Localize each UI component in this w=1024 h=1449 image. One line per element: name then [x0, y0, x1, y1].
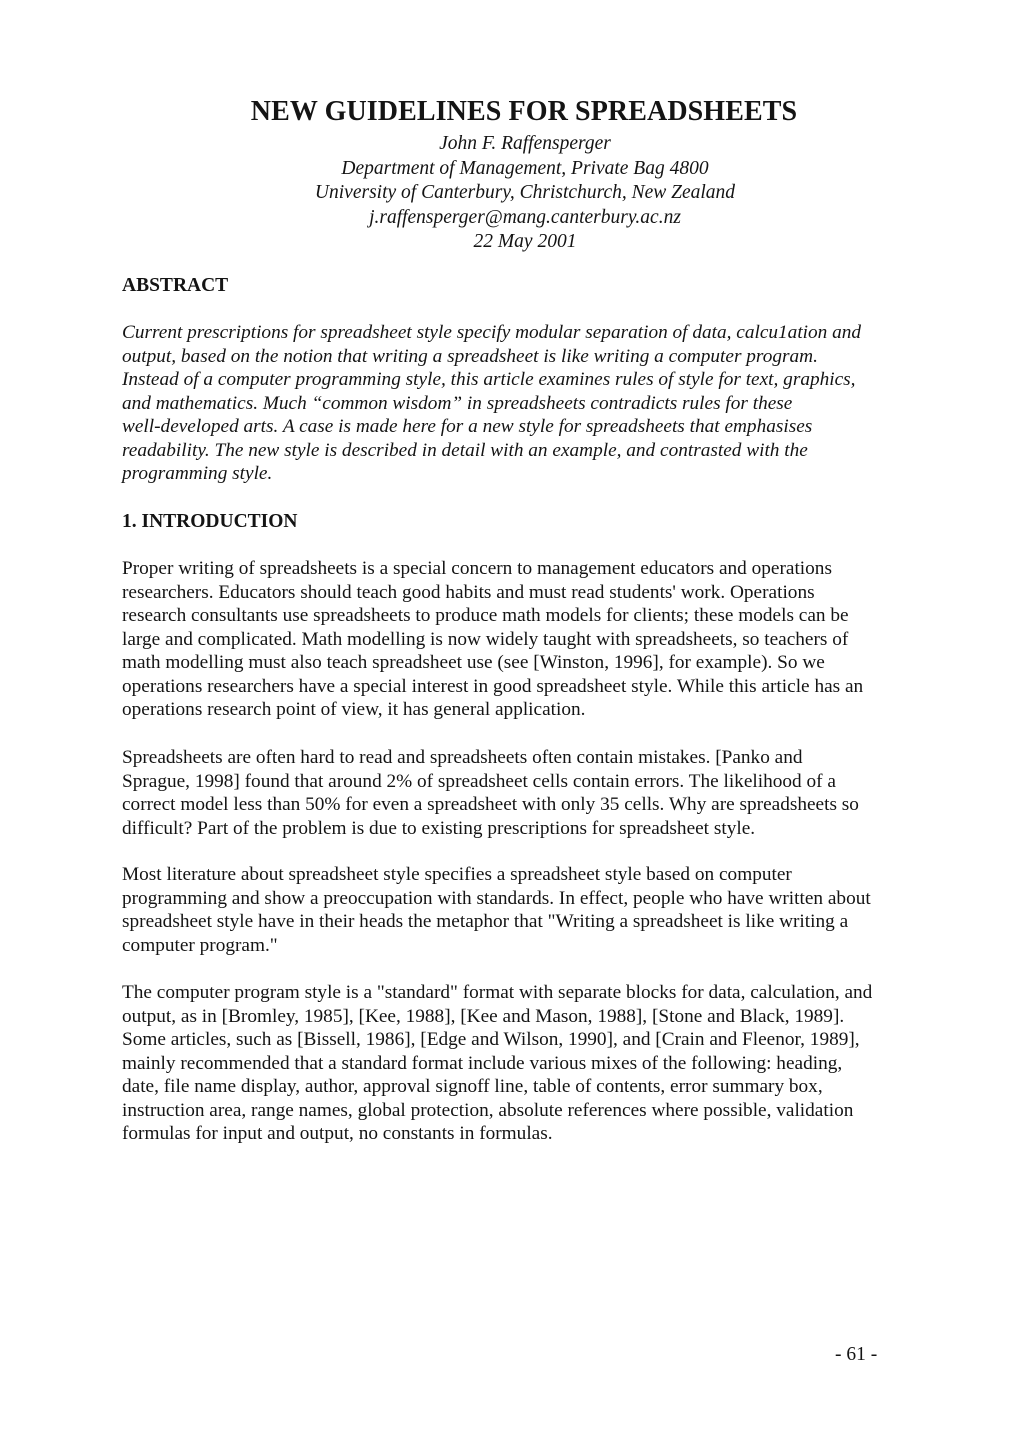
- paragraph-line: operations researchers have a special interest in good spreadsheet style. While this article has an: [122, 675, 864, 697]
- abstract-line: programming style.: [122, 463, 273, 484]
- paragraph-line: operations research point of view, it has general application.: [122, 699, 586, 720]
- paragraph-line: researchers. Educators should teach good habits and must read students' work. Operations: [122, 581, 815, 603]
- page-number: - 61 -: [835, 1344, 878, 1365]
- paragraph-line: Most literature about spreadsheet style specifies a spreadsheet style based on computer: [122, 864, 792, 885]
- paragraph-line: output, as in [Bromley, 1985], [Kee, 1988], [Kee and Mason, 1988], [Stone and Black, 1989].: [122, 1005, 845, 1027]
- author-department: Department of Management, Private Bag 4800: [341, 157, 709, 179]
- paragraph-line: large and complicated. Math modelling is now widely taught with spreadsheets, so teachers of: [122, 628, 849, 650]
- author-name: John F. Raffensperger: [439, 133, 611, 154]
- body-paragraph: [122, 557, 932, 722]
- paragraph-line: computer program.": [122, 934, 278, 956]
- introduction-heading: 1. INTRODUCTION: [122, 511, 298, 532]
- paragraph-line: Some articles, such as [Bissell, 1986], [Edge and Wilson, 1990], and [Crain and Fleenor, 1989],: [122, 1029, 860, 1050]
- paragraph-line: math modelling must also teach spreadsheet use (see [Winston, 1996], for example). So we: [122, 652, 825, 673]
- abstract-line: Instead of a computer programming style, this article examines rules of style for text, graphics,: [122, 369, 856, 390]
- abstract-line: Current prescriptions for spreadsheet style specify modular separation of data, calcu1ation and: [122, 322, 862, 343]
- body-paragraph: [122, 981, 932, 1146]
- paragraph-line: difficult? Part of the problem is due to existing prescriptions for spreadsheet style.: [122, 817, 756, 839]
- paragraph-line: date, file name display, author, approval signoff line, table of contents, error summary box,: [122, 1076, 823, 1097]
- abstract-line: and mathematics. Much “common wisdom” in spreadsheets contradicts rules for these: [122, 392, 793, 414]
- paragraph-line: mainly recommended that a standard format include various mixes of the following: heading,: [122, 1052, 843, 1074]
- paragraph-line: formulas for input and output, no constants in formulas.: [122, 1123, 553, 1144]
- publication-date: 22 May 2001: [473, 231, 577, 252]
- author-university: University of Canterbury, Christchurch, New Zealand: [314, 182, 736, 203]
- paragraph-line: Spreadsheets are often hard to read and spreadsheets often contain mistakes. [Panko and: [122, 747, 803, 768]
- paragraph-line: The computer program style is a "standard" format with separate blocks for data, calculation, and: [122, 982, 873, 1003]
- paper-title: NEW GUIDELINES FOR SPREADSHEETS: [250, 95, 798, 127]
- abstract-body: [122, 321, 922, 486]
- abstract-line: readability. The new style is described in detail with an example, and contrasted with the: [122, 439, 808, 461]
- abstract-heading: ABSTRACT: [122, 275, 229, 296]
- paragraph-line: Sprague, 1998] found that around 2% of spreadsheet cells contain errors. The likelihood of a: [122, 770, 836, 792]
- paragraph-line: programming and show a preoccupation with standards. In effect, people who have written about: [122, 887, 871, 909]
- author-block: [0, 132, 1024, 255]
- body-paragraph: [122, 863, 932, 957]
- author-email: j.raffensperger@mang.canterbury.ac.nz: [369, 206, 681, 228]
- body-paragraph: [122, 746, 932, 840]
- paragraph-line: correct model less than 50% for even a spreadsheet with only 35 cells. Why are spreadsheets so: [122, 794, 859, 815]
- paragraph-line: spreadsheet style have in their heads the metaphor that "Writing a spreadsheet is like writing a: [122, 911, 849, 932]
- paragraph-line: research consultants use spreadsheets to produce math models for clients; these models can be: [122, 605, 849, 626]
- abstract-line: output, based on the notion that writing a spreadsheet is like writing a computer program.: [122, 345, 818, 367]
- abstract-line: well-developed arts. A case is made here for a new style for spreadsheets that emphasises: [122, 416, 813, 437]
- paragraph-line: Proper writing of spreadsheets is a special concern to management educators and operations: [122, 558, 832, 579]
- paragraph-line: instruction area, range names, global protection, absolute references where possible, validation: [122, 1099, 854, 1121]
